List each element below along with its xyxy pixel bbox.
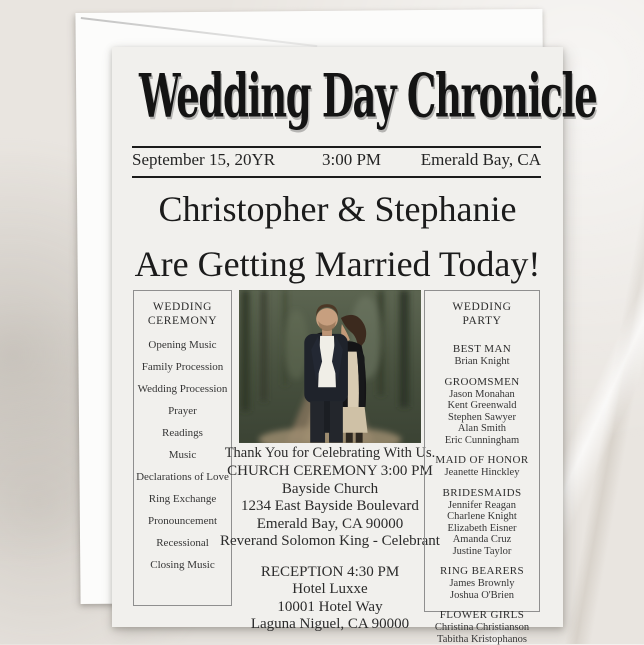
ceremony-item: Ring Exchange bbox=[136, 493, 229, 505]
church-ceremony-details bbox=[220, 463, 440, 551]
ceremony-item: Recessional bbox=[136, 537, 229, 549]
party-title: WEDDING PARTY bbox=[443, 300, 521, 328]
party-name: Christina Christianson bbox=[427, 622, 537, 634]
party-name: Amanda Cruz bbox=[427, 534, 537, 546]
party-name: Jason Monahan bbox=[427, 389, 537, 401]
ceremony-line: Emerald Bay, CA 90000 bbox=[220, 516, 440, 534]
party-name: Tabitha Kristophanos bbox=[427, 634, 537, 645]
party-role: RING BEARERS bbox=[427, 565, 537, 578]
party-role: BRIDESMAIDS bbox=[427, 487, 537, 500]
ceremony-item: Declarations of Love bbox=[136, 471, 229, 483]
dateline-bottom-rule bbox=[132, 176, 541, 178]
reception-heading: RECEPTION 4:30 PM bbox=[220, 564, 440, 582]
party-name: Alan Smith bbox=[427, 423, 537, 435]
ceremony-item: Family Procession bbox=[136, 361, 229, 373]
party-name: Eric Cunningham bbox=[427, 435, 537, 447]
dateline-time: 3:00 PM bbox=[292, 150, 381, 170]
ceremony-item: Opening Music bbox=[136, 339, 229, 351]
party-name: Jennifer Reagan bbox=[427, 500, 537, 512]
dateline-location: Emerald Bay, CA bbox=[381, 150, 541, 170]
dateline bbox=[132, 150, 541, 170]
party-groups bbox=[427, 335, 537, 645]
ceremony-item: Readings bbox=[136, 427, 229, 439]
party-name: Charlene Knight bbox=[427, 511, 537, 523]
masthead-title: Wedding Day Chronicle bbox=[139, 57, 536, 137]
reception-line: Hotel Luxxe bbox=[220, 581, 440, 599]
ceremony-heading: CHURCH CEREMONY 3:00 PM bbox=[220, 463, 440, 481]
ceremony-item: Music bbox=[136, 449, 229, 461]
party-role: BEST MAN bbox=[427, 343, 537, 356]
headline-line1: Christopher & Stephanie bbox=[112, 188, 563, 230]
reception-line: Laguna Niguel, CA 90000 bbox=[220, 616, 440, 634]
party-name: Jeanette Hinckley bbox=[427, 467, 537, 479]
reception-details bbox=[220, 564, 440, 634]
dateline-top-rule bbox=[132, 146, 541, 148]
dateline-date: September 15, 20YR bbox=[132, 150, 292, 170]
couple-photo bbox=[239, 290, 421, 443]
ceremony-line: Bayside Church bbox=[220, 481, 440, 499]
party-name: James Brownly bbox=[427, 578, 537, 590]
party-name: Joshua O'Brien bbox=[427, 590, 537, 602]
ceremony-line: Reverand Solomon King - Celebrant bbox=[220, 533, 440, 551]
ceremony-item: Prayer bbox=[136, 405, 229, 417]
party-name: Elizabeth Eisner bbox=[427, 523, 537, 535]
party-role: MAID OF HONOR bbox=[427, 454, 537, 467]
party-name: Justine Taylor bbox=[427, 546, 537, 558]
party-name: Stephen Sawyer bbox=[427, 412, 537, 424]
headline-line2: Are Getting Married Today! bbox=[112, 243, 563, 285]
ceremony-title: WEDDING CEREMONY bbox=[144, 300, 222, 328]
event-details bbox=[220, 463, 440, 634]
party-name: Kent Greenwald bbox=[427, 400, 537, 412]
wedding-ceremony-box bbox=[133, 290, 232, 606]
ceremony-items bbox=[136, 339, 229, 571]
party-role: GROOMSMEN bbox=[427, 376, 537, 389]
party-role: FLOWER GIRLS bbox=[427, 609, 537, 622]
ceremony-item: Closing Music bbox=[136, 559, 229, 571]
photo-caption: Thank You for Celebrating With Us. bbox=[222, 445, 438, 462]
wedding-invitation-card bbox=[112, 47, 563, 627]
ceremony-line: 1234 East Bayside Boulevard bbox=[220, 498, 440, 516]
reception-line: 10001 Hotel Way bbox=[220, 599, 440, 617]
wedding-party-box bbox=[424, 290, 540, 612]
party-name: Brian Knight bbox=[427, 356, 537, 368]
ceremony-item: Pronouncement bbox=[136, 515, 229, 527]
ceremony-item: Wedding Procession bbox=[136, 383, 229, 395]
